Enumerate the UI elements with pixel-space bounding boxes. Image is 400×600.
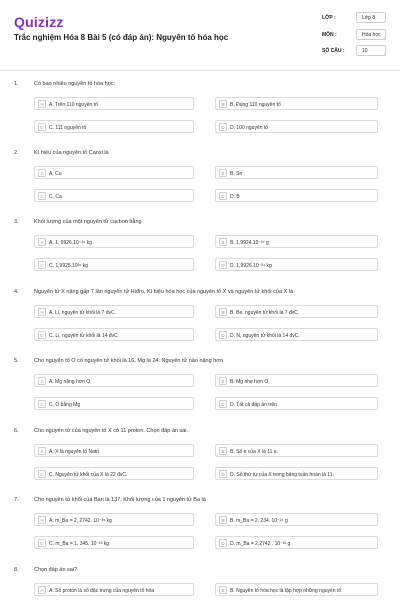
question-number: 4.	[14, 289, 19, 295]
option-text: A. X là nguyên tố Natri	[49, 448, 100, 455]
option-letter-c: C	[38, 123, 46, 131]
option-text: A. Trên 110 nguyên tố	[49, 101, 98, 108]
option-c[interactable]	[34, 397, 194, 410]
option-b[interactable]	[215, 444, 378, 457]
option-a[interactable]	[34, 305, 194, 318]
option-d[interactable]	[215, 120, 378, 133]
option-d[interactable]	[215, 258, 378, 271]
option-letter-a: A	[38, 586, 46, 594]
option-letter-a: A	[38, 447, 46, 455]
question-text: Kí hiệu của nguyên tố Canxi là	[34, 150, 109, 156]
question-number: 2.	[14, 150, 19, 156]
option-a[interactable]	[34, 583, 194, 596]
option-c[interactable]	[34, 189, 194, 202]
question-number: 7.	[14, 497, 19, 503]
option-d[interactable]	[215, 328, 378, 341]
header-divider	[0, 70, 400, 71]
option-text: B. Mg nhẹ hơn O	[230, 378, 269, 385]
option-c[interactable]	[34, 467, 194, 480]
option-letter-a: A	[38, 100, 46, 108]
option-text: C. Nguyên tử khối của X là 22 đvC.	[49, 471, 128, 478]
option-text: B. m_Ba = 2, 234. 10⁻²⁴ g	[230, 517, 288, 524]
option-text: C. O bằng Mg	[49, 401, 81, 408]
option-b[interactable]	[215, 374, 378, 387]
option-c[interactable]	[34, 328, 194, 341]
question-text: Chọn đáp án sai?	[34, 567, 78, 573]
option-text: B. Số e của X là 11 e.	[230, 448, 278, 455]
option-text: D. B	[230, 193, 240, 200]
worksheet-header	[0, 0, 400, 70]
option-letter-b: B	[219, 308, 227, 316]
option-letter-d: D	[219, 400, 227, 408]
option-letter-d: D	[219, 192, 227, 200]
option-letter-b: B	[219, 447, 227, 455]
option-letter-a: A	[38, 516, 46, 524]
question-number: 1.	[14, 81, 19, 87]
option-text: C. 1,9925.10²⁵ kg	[49, 262, 89, 269]
question-count-label: SỐ CÂU :	[322, 48, 345, 54]
option-b[interactable]	[215, 166, 378, 179]
question-text: Khối lượng của một nguyên tử cacbon bằng	[34, 219, 142, 225]
option-text: C. Ca	[49, 193, 62, 200]
option-letter-c: C	[38, 331, 46, 339]
question-number: 6.	[14, 428, 19, 434]
option-text: A. 1, 9926.10⁻²⁴ kg	[49, 239, 92, 246]
option-text: B. 1,9924.10⁻²⁷ g	[230, 239, 269, 246]
option-letter-c: C	[38, 400, 46, 408]
question-count-value: 10	[356, 45, 386, 56]
grade-value: Lớp 8	[356, 12, 386, 23]
option-letter-b: B	[219, 377, 227, 385]
option-letter-a: A	[38, 377, 46, 385]
option-b[interactable]	[215, 583, 378, 596]
question-number: 8.	[14, 567, 19, 573]
option-d[interactable]	[215, 536, 378, 549]
option-d[interactable]	[215, 397, 378, 410]
option-b[interactable]	[215, 513, 378, 526]
option-a[interactable]	[34, 444, 194, 457]
option-letter-b: B	[219, 586, 227, 594]
option-c[interactable]	[34, 258, 194, 271]
option-letter-b: B	[219, 516, 227, 524]
subject-value: Hóa học	[356, 29, 386, 40]
option-letter-c: C	[38, 261, 46, 269]
option-d[interactable]	[215, 467, 378, 480]
option-letter-d: D	[219, 123, 227, 131]
option-letter-a: A	[38, 238, 46, 246]
option-text: D. N, nguyên tử khối là 14 đvC.	[230, 332, 300, 339]
option-text: B. Đúng 110 nguyên tố	[230, 101, 281, 108]
question-number: 3.	[14, 219, 19, 225]
option-letter-d: D	[219, 261, 227, 269]
option-text: D. 1,9926.10⁻²⁴ kg	[230, 262, 272, 269]
option-text: A. Cu	[49, 170, 62, 177]
option-a[interactable]	[34, 513, 194, 526]
option-text: D. m_Ba = 2,2742 . 10⁻²² g	[230, 540, 291, 547]
option-c[interactable]	[34, 120, 194, 133]
option-a[interactable]	[34, 235, 194, 248]
question-text: Cho nguyên tử của nguyên tố X có 11 proton. Chọn đáp án sai.	[34, 428, 189, 434]
option-letter-c: C	[38, 470, 46, 478]
option-b[interactable]	[215, 235, 378, 248]
option-a[interactable]	[34, 374, 194, 387]
option-a[interactable]	[34, 166, 194, 179]
option-text: D. Số thứ tự của X trong bảng tuần hoàn là 11.	[230, 471, 334, 478]
option-letter-b: B	[219, 100, 227, 108]
option-text: A. Li, nguyên tử khối là 7 đvC.	[49, 309, 116, 316]
option-letter-b: B	[219, 238, 227, 246]
option-d[interactable]	[215, 189, 378, 202]
option-letter-d: D	[219, 331, 227, 339]
question-text: Cho nguyên tố O có nguyên tử khối là 16, Mg là 24. Nguyên tử nào nặng hơn	[34, 358, 223, 364]
option-letter-d: D	[219, 539, 227, 547]
option-letter-a: A	[38, 308, 46, 316]
option-text: B. Nguyên tố hóa học là tập hợp những nguyên tố	[230, 587, 342, 594]
grade-label: LỚP :	[322, 15, 336, 21]
subject-label: MÔN :	[322, 32, 337, 38]
option-text: A. m_Ba = 2, 2742. 10⁻²⁵ kg	[49, 517, 112, 524]
option-text: B. Be, nguyên tử khối là 7 đvC.	[230, 309, 300, 316]
option-b[interactable]	[215, 305, 378, 318]
question-text: Có bao nhiêu nguyên tố hóa học:	[34, 81, 116, 87]
option-text: C. m_Ba = 1, 345. 10⁻²³ kg	[49, 540, 110, 547]
option-text: D. 100 nguyên tố	[230, 124, 269, 131]
option-letter-d: D	[219, 470, 227, 478]
option-a[interactable]	[34, 97, 194, 110]
worksheet-title: Trắc nghiệm Hóa 8 Bài 5 (có đáp án): Nguyên tố hóa học	[14, 33, 229, 42]
option-text: A. Mg nặng hơn O	[49, 378, 91, 385]
question-text: Cho nguyên tử khối của Bari là 137. Khối lượng của 1 nguyên tử Ba là	[34, 497, 206, 503]
option-text: C. 111 nguyên tố	[49, 124, 87, 131]
option-text: A. Số proton là số đặc trưng của nguyên tố hóa	[49, 587, 155, 594]
option-letter-a: A	[38, 169, 46, 177]
quizizz-logo: Quizizz	[14, 14, 64, 30]
option-c[interactable]	[34, 536, 194, 549]
option-text: D. Tất cả đáp án trên	[230, 401, 277, 408]
option-text: B. Sn	[230, 170, 243, 177]
option-letter-b: B	[219, 169, 227, 177]
option-b[interactable]	[215, 97, 378, 110]
option-letter-c: C	[38, 192, 46, 200]
option-letter-c: C	[38, 539, 46, 547]
question-number: 5.	[14, 358, 19, 364]
question-text: Nguyên tử X nặng gấp 7 lần nguyên tử Hiđro. Kí hiệu hóa học của nguyên tố X và nguyên tử khối của X là	[34, 289, 294, 295]
option-text: C. Li, nguyên tử khối là 14 đvC.	[49, 332, 120, 339]
